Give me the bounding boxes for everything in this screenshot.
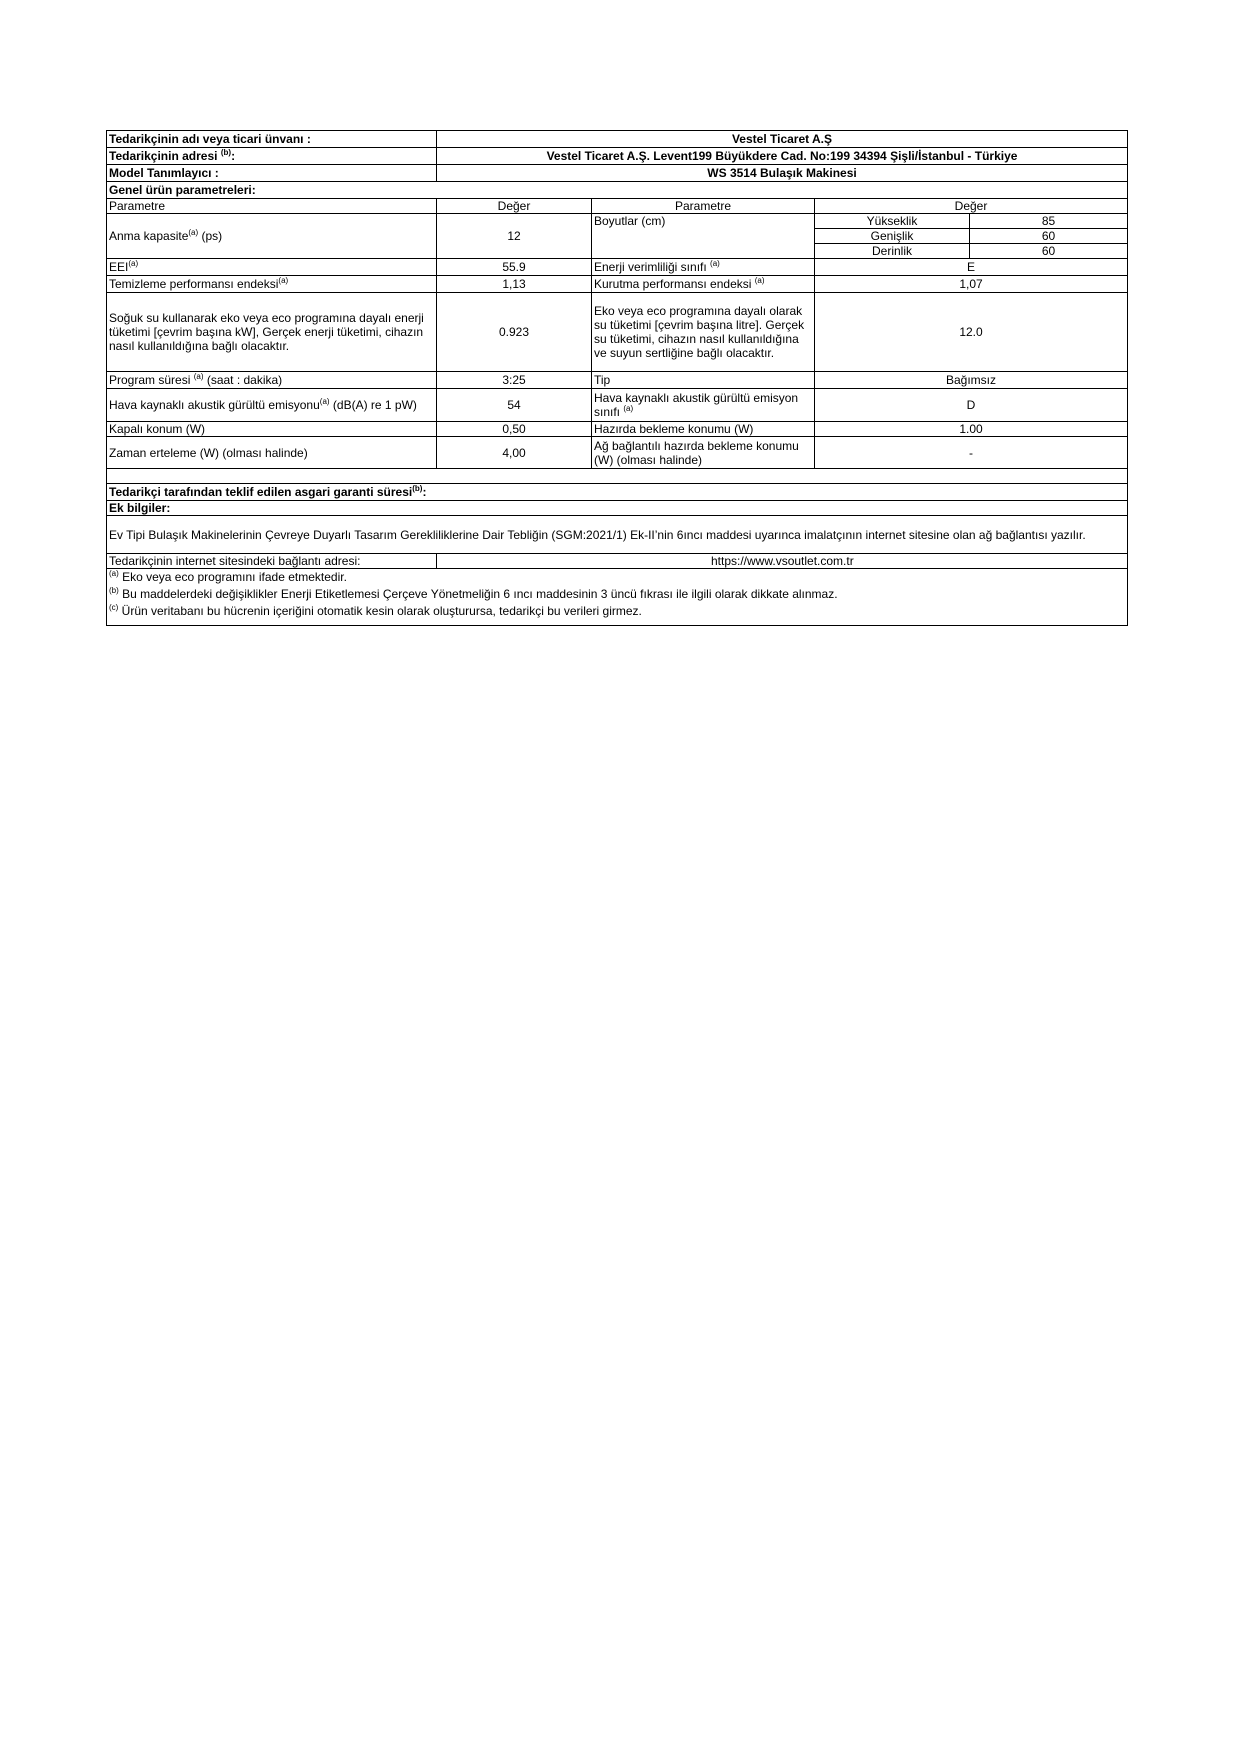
water-consumption-label: Eko veya eco programına dayalı olarak su tüketimi [çevrim başına litre]. Gerçek su tüketimi, cihazın nasıl kullanıldığına ve suyun sertliğine bağlı olacaktır. [592, 293, 815, 372]
footnote-a-text: Eko veya eco programını ifade etmektedir. [118, 570, 347, 584]
dimension-height-label: Yükseklik [815, 214, 970, 229]
eei-footnote-mark: (a) [128, 259, 139, 268]
noise-label: Hava kaynaklı akustik gürültü emisyonu [109, 398, 320, 412]
eei-row [107, 259, 1128, 276]
general-params-label: Genel ürün parametreleri: [107, 182, 1128, 199]
website-link[interactable]: https://www.vsoutlet.com.tr [437, 554, 1128, 569]
noise-class-label: Hava kaynaklı akustik gürültü emisyon sınıfı [594, 391, 799, 419]
noise-footnote-mark: (a) [319, 397, 330, 406]
program-duration-unit: (saat : dakika) [203, 373, 283, 387]
website-row [107, 554, 1128, 569]
consumption-row [107, 293, 1128, 372]
program-duration-footnote-mark: (a) [193, 372, 204, 381]
drying-footnote-mark: (a) [754, 276, 765, 285]
model-label: Model Tanımlayıcı : [107, 165, 437, 182]
networked-standby-label: Ağ bağlantılı hazırda bekleme konumu (W) (olması halinde) [592, 437, 815, 469]
noise-label-cell [107, 389, 437, 422]
additional-info-label-row [107, 501, 1128, 516]
warranty-label: Tedarikçi tarafından teklif edilen asgari garanti süresi [109, 485, 413, 499]
dimension-depth-value: 60 [970, 244, 1128, 259]
off-standby-row [107, 422, 1128, 437]
noise-class-label-cell [592, 389, 815, 422]
supplier-address-label-suffix: : [231, 149, 236, 163]
warranty-label-suffix: : [422, 485, 427, 499]
additional-info-text-row [107, 516, 1128, 554]
energy-class-footnote-mark: (a) [710, 259, 720, 268]
noise-class-value: D [815, 389, 1128, 422]
type-value: Bağımsız [815, 372, 1128, 389]
energy-class-label: Enerji verimliliği sınıfı [594, 260, 707, 274]
off-mode-label: Kapalı konum (W) [107, 422, 437, 437]
noise-unit: (dB(A) re 1 pW) [329, 398, 417, 412]
water-consumption-value: 12.0 [815, 293, 1128, 372]
website-label: Tedarikçinin internet sitesindeki bağlantı adresi: [107, 554, 437, 569]
footnote-a-mark: (a) [109, 569, 119, 578]
standby-label: Hazırda bekleme konumu (W) [592, 422, 815, 437]
header-parameter-2: Parametre [592, 199, 815, 214]
warranty-row [107, 484, 1128, 501]
rated-capacity-value: 12 [437, 214, 592, 259]
rated-capacity-unit: (ps) [198, 229, 223, 243]
energy-class-label-cell [592, 259, 815, 276]
energy-consumption-value: 0.923 [437, 293, 592, 372]
footnote-c-mark: (c) [109, 603, 119, 612]
footnote-c [109, 603, 1125, 620]
off-mode-value: 0,50 [437, 422, 592, 437]
footnote-b-text: Bu maddelerdeki değişiklikler Enerji Etiketlemesi Çerçeve Yönetmeliğin 6 ıncı maddesinin 3 üncü fıkrası ile ilgili olarak dikkate alınmaz. [118, 587, 838, 601]
supplier-name-value: Vestel Ticaret A.Ş [437, 131, 1128, 148]
supplier-address-label-cell [107, 148, 437, 165]
dimension-width-label: Genişlik [815, 229, 970, 244]
model-row [107, 165, 1128, 182]
eei-label: EEI [109, 260, 129, 274]
dimension-height-value: 85 [970, 214, 1128, 229]
header-value-2: Değer [815, 199, 1128, 214]
additional-info-text: Ev Tipi Bulaşık Makinelerinin Çevreye Duyarlı Tasarım Gerekliliklerine Dair Tebliğin (SGM:2021/1) Ek-II’nin 6ıncı maddesi uyarınca imalatçının internet sitesine olan ağ bağlantısı yazılır. [107, 516, 1128, 554]
standby-value: 1.00 [815, 422, 1128, 437]
footnote-a [109, 569, 1125, 586]
drying-label: Kurutma performansı endeksi [594, 277, 752, 291]
program-duration-label: Program süresi [109, 373, 191, 387]
supplier-name-label: Tedarikçinin adı veya ticari ünvanı : [107, 131, 437, 148]
additional-info-label: Ek bilgiler: [107, 501, 1128, 516]
footnote-c-text: Ürün veritabanı bu hücrenin içeriğini otomatik kesin olarak oluşturursa, tedarikçi bu verileri girmez. [118, 604, 642, 618]
footnote-b [109, 586, 1125, 603]
program-duration-value: 3:25 [437, 372, 592, 389]
eei-value: 55.9 [437, 259, 592, 276]
cleaning-footnote-mark: (a) [278, 276, 289, 285]
program-duration-label-cell [107, 372, 437, 389]
duration-type-row [107, 372, 1128, 389]
networked-standby-value: - [815, 437, 1128, 469]
empty-cell [107, 469, 1128, 484]
energy-class-value: E [815, 259, 1128, 276]
supplier-address-label: Tedarikçinin adresi [109, 149, 218, 163]
noise-row [107, 389, 1128, 422]
drying-value: 1,07 [815, 276, 1128, 293]
header-value: Değer [437, 199, 592, 214]
supplier-address-footnote-mark: (b) [220, 148, 232, 157]
header-parameter: Parametre [107, 199, 437, 214]
energy-consumption-label: Soğuk su kullanarak eko veya eco programına dayalı enerji tüketimi [çevrim başına kW], Gerçek enerji tüketimi, cihazın nasıl kullanıldığına bağlı olacaktır. [107, 293, 437, 372]
dimensions-label: Boyutlar (cm) [592, 214, 815, 259]
footnotes-cell [107, 569, 1128, 626]
model-value: WS 3514 Bulaşık Makinesi [437, 165, 1128, 182]
delay-start-label: Zaman erteleme (W) (olması halinde) [107, 437, 437, 469]
noise-value: 54 [437, 389, 592, 422]
dimensions-row-height [107, 214, 1128, 229]
rated-capacity-footnote-mark: (a) [188, 228, 199, 237]
eei-label-cell [107, 259, 437, 276]
warranty-label-cell [107, 484, 1128, 501]
delay-start-value: 4,00 [437, 437, 592, 469]
footnote-b-mark: (b) [109, 586, 119, 595]
dimension-width-value: 60 [970, 229, 1128, 244]
warranty-footnote-mark: (b) [412, 484, 423, 493]
cleaning-label-cell [107, 276, 437, 293]
supplier-name-row [107, 131, 1128, 148]
type-label: Tip [592, 372, 815, 389]
product-information-sheet [106, 130, 1128, 626]
empty-row [107, 469, 1128, 484]
rated-capacity-label-cell [107, 214, 437, 259]
footnotes-row [107, 569, 1128, 626]
delay-network-row [107, 437, 1128, 469]
cleaning-label: Temizleme performansı endeksi [109, 277, 279, 291]
supplier-address-value: Vestel Ticaret A.Ş. Levent199 Büyükdere Cad. No:199 34394 Şişli/İstanbul - Türkiye [437, 148, 1128, 165]
supplier-address-row [107, 148, 1128, 165]
cleaning-drying-row [107, 276, 1128, 293]
noise-class-footnote-mark: (a) [623, 404, 634, 413]
general-params-row [107, 182, 1128, 199]
column-header-row [107, 199, 1128, 214]
drying-label-cell [592, 276, 815, 293]
rated-capacity-label: Anma kapasite [109, 229, 189, 243]
cleaning-value: 1,13 [437, 276, 592, 293]
dimension-depth-label: Derinlik [815, 244, 970, 259]
